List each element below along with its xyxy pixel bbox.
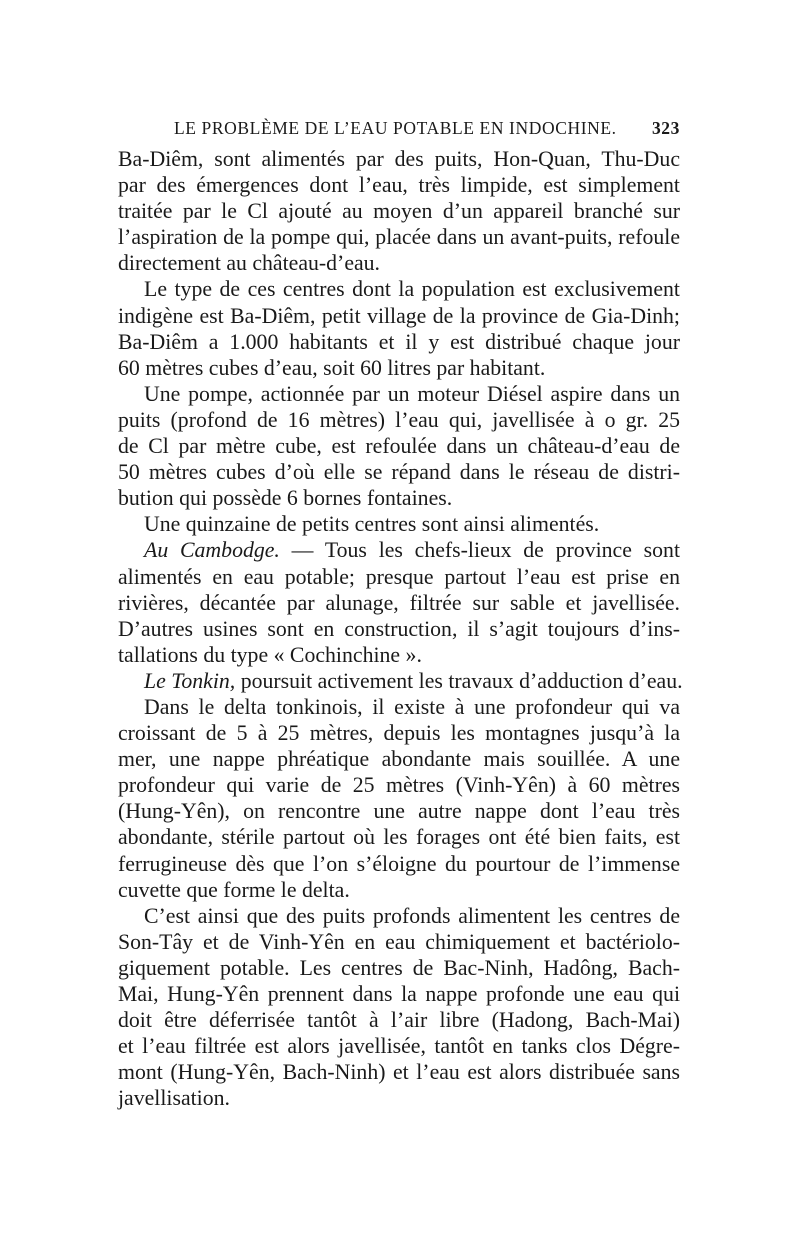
text-line: abondante, stérile partout où les forages ont été bien faits, est xyxy=(118,825,680,850)
text-line xyxy=(118,668,683,694)
text-line: 60 mètres cubes d’eau, soit 60 litres par habitant. xyxy=(118,355,546,380)
text-line: Ba-Diêm a 1.000 habitants et il y est distribué chaque jour xyxy=(118,329,680,354)
running-title: LE PROBLÈME DE L’EAU POTABLE EN INDOCHINE. xyxy=(174,118,617,138)
text-line: C’est ainsi que des puits profonds alimentent les centres de xyxy=(144,903,680,928)
text-line: bution qui possède 6 bornes fontaines. xyxy=(118,486,453,511)
text-line: et l’eau filtrée est alors javellisée, tantôt en tanks clos Dégre- xyxy=(118,1034,680,1059)
text-line: Son-Tây et de Vinh-Yên en eau chimiquement et bactériolo- xyxy=(118,929,680,954)
text-line: 50 mètres cubes d’où elle se répand dans le réseau de distri- xyxy=(118,460,680,485)
text-line: croissant de 5 à 25 mètres, depuis les montagnes jusqu’à la xyxy=(118,721,680,746)
page-number: 323 xyxy=(651,118,680,138)
text-line: profondeur qui varie de 25 mètres (Vinh-Yên) à 60 mètres xyxy=(118,773,680,798)
text-line: rivières, décantée par alunage, filtrée sur sable et javellisée. xyxy=(118,590,680,615)
text-run: — Tous les chefs-lieux de province sont xyxy=(279,538,681,563)
text-line: mont (Hung-Yên, Bach-Ninh) et l’eau est alors distribuée sans xyxy=(118,1060,680,1085)
text-line: traitée par le Cl ajouté au moyen d’un appareil branché sur xyxy=(118,199,680,224)
text-line: giquement potable. Les centres de Bac-Ninh, Hadông, Bach- xyxy=(118,955,680,980)
text-line: javellisation. xyxy=(118,1086,230,1111)
text-line: Ba-Diêm, sont alimentés par des puits, Hon-Quan, Thu-Duc xyxy=(118,147,680,171)
text-line: indigène est Ba-Diêm, petit village de la province de Gia-Dinh; xyxy=(118,303,680,328)
text-line: par des émergences dont l’eau, très limpide, est simplement xyxy=(118,173,680,198)
text-line: directement au château-d’eau. xyxy=(118,251,381,276)
text-line: doit être déferrisée tantôt à l’air libre (Hadong, Bach-Mai) xyxy=(118,1008,680,1033)
text-line: de Cl par mètre cube, est refoulée dans un château-d’eau de xyxy=(118,434,680,459)
text-line: Une quinzaine de petits centres sont ainsi alimentés. xyxy=(144,512,600,537)
text-line: puits (profond de 16 mètres) l’eau qui, javellisée à o gr. 25 xyxy=(118,407,680,432)
text-line: (Hung-Yên), on rencontre une autre nappe dont l’eau très xyxy=(118,799,680,824)
text-line: l’aspiration de la pompe qui, placée dans un avant-puits, refoule xyxy=(118,225,680,250)
text-line xyxy=(118,537,680,563)
text-line: D’autres usines sont en construction, il s’agit toujours d’ins- xyxy=(118,616,680,641)
text-line: mer, une nappe phréatique abondante mais souillée. A une xyxy=(118,747,680,772)
body-text xyxy=(118,146,683,1111)
running-header xyxy=(118,118,680,148)
text-line: Le type de ces centres dont la population est exclusivement xyxy=(144,277,680,302)
text-line: ferrugineuse dès que l’on s’éloigne du pourtour de l’immense xyxy=(118,851,680,876)
text-line: alimentés en eau potable; presque partout l’eau est prise en xyxy=(118,564,680,589)
text-line: Une pompe, actionnée par un moteur Diésel aspire dans un xyxy=(144,381,680,406)
italic-heading: Au Cambodge. xyxy=(144,538,280,563)
text-line: Mai, Hung-Yên prennent dans la nappe profonde une eau qui xyxy=(118,982,680,1006)
text-line: cuvette que forme le delta. xyxy=(118,877,350,902)
text-line: tallations du type « Cochinchine ». xyxy=(118,642,422,667)
text-line: Dans le delta tonkinois, il existe à une profondeur qui va xyxy=(144,694,680,719)
text-run: poursuit activement les travaux d’adduction d’eau. xyxy=(235,668,683,693)
italic-heading: Le Tonkin, xyxy=(144,668,236,693)
